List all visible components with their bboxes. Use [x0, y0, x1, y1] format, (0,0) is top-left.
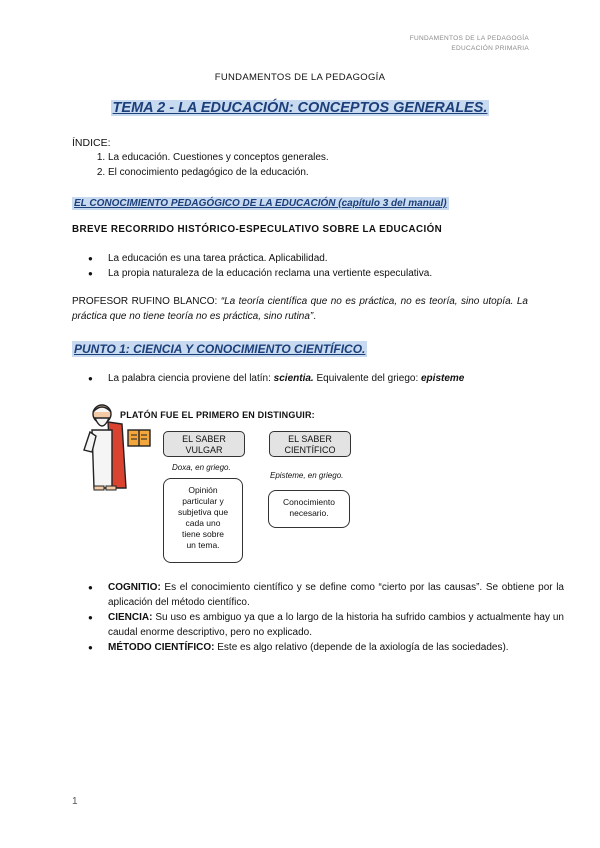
rufino-quote-paragraph — [72, 294, 528, 324]
tema-heading — [0, 99, 600, 117]
conocimiento-line: Conocimiento — [283, 497, 335, 507]
rufino-prefix: PROFESOR RUFINO BLANCO: — [72, 296, 221, 307]
definition-term: MÉTODO CIENTÍFICO: — [108, 642, 215, 653]
definition-text: Es el conocimiento científico y se define como “cierto por las causas”. Se obtiene por la aplicación del método científico. — [108, 582, 564, 608]
opinion-line: Opinión — [188, 485, 218, 495]
page-number: 1 — [72, 796, 78, 807]
document-title: FUNDAMENTOS DE LA PEDAGOGÍA — [214, 72, 386, 83]
definition-item — [108, 610, 564, 640]
list-item — [108, 371, 568, 386]
definition-item — [108, 640, 564, 655]
tema-title: TEMA 2 - LA EDUCACIÓN: CONCEPTOS GENERALES. — [112, 100, 488, 116]
opinion-line: cada uno — [185, 518, 221, 528]
punto-heading-text: PUNTO 1: CIENCIA Y CONOCIMIENTO CIENTÍFICO. — [74, 342, 366, 356]
diagram-title: PLATÓN FUE EL PRIMERO EN DISTINGUIR: — [120, 410, 315, 420]
opinion-box — [163, 478, 243, 563]
header-line-1: FUNDAMENTOS DE LA PEDAGOGÍA — [409, 35, 529, 42]
rufino-suffix: . — [313, 311, 317, 322]
ciencia-bold-scientia: scientia. — [273, 373, 314, 384]
box-line: VULGAR — [185, 445, 223, 455]
bullet-list-ciencia — [72, 371, 568, 386]
definition-item — [108, 580, 564, 610]
platon-diagram — [72, 398, 372, 573]
breve-heading: BREVE RECORRIDO HISTÓRICO-ESPECULATIVO SOBRE LA EDUCACIÓN — [72, 224, 443, 235]
definition-text: Su uso es ambiguo ya que a lo largo de la historia ha sufrido cambios y actualmente hay un caudal enorme descriptivo, pero no explicado. — [108, 612, 564, 638]
opinion-line: tiene sobre — [181, 529, 225, 539]
opinion-line: un tema. — [186, 540, 220, 550]
opinion-line: subjetiva que — [177, 507, 229, 517]
box-line: CIENTÍFICO — [284, 445, 336, 455]
bullet-list-education — [72, 251, 568, 281]
definition-text: Este es algo relativo (depende de la axiología de las sociedades). — [214, 642, 509, 653]
list-item: ● La propia naturaleza de la educación reclama una vertiente especulativa. — [108, 266, 568, 281]
ciencia-text-2: Equivalente del griego: — [313, 373, 421, 384]
punto-heading — [72, 340, 367, 358]
box-line: EL SABER — [182, 434, 226, 444]
header-line-2: EDUCACIÓN PRIMARIA — [451, 45, 529, 52]
saber-vulgar-box — [163, 431, 245, 457]
definitions-list — [72, 580, 564, 655]
section-heading — [72, 193, 449, 211]
caption-doxa: Doxa, en griego. — [172, 463, 231, 472]
definition-term: COGNITIO: — [108, 582, 161, 593]
section-heading-text: EL CONOCIMIENTO PEDAGÓGICO DE LA EDUCACIÓN (capítulo 3 del manual) — [74, 198, 447, 209]
indice-label: ÍNDICE: — [72, 137, 111, 149]
ciencia-bold-episteme: episteme — [421, 373, 465, 384]
ciencia-text-1: La palabra ciencia proviene del latín: — [108, 373, 274, 384]
definition-term: CIENCIA: — [108, 612, 153, 623]
box-line: EL SABER — [288, 434, 332, 444]
indice-item: 2. El conocimiento pedagógico de la educación. — [108, 165, 329, 180]
list-item: ● La educación es una tarea práctica. Aplicabilidad. — [108, 251, 568, 266]
rufino-quote: “La teoría científica que no es práctica, no es teoría, sino utopía. La práctica que no tiene teoría no es práctica, sino rutina” — [72, 296, 528, 322]
indice-list — [72, 150, 329, 180]
opinion-line: particular y — [182, 496, 224, 506]
running-header — [410, 34, 529, 54]
conocimiento-box — [268, 490, 350, 528]
saber-cientifico-box — [269, 431, 351, 457]
conocimiento-line: necesario. — [289, 508, 329, 518]
caption-episteme: Episteme, en griego. — [270, 471, 344, 480]
indice-item: 1. La educación. Cuestiones y conceptos generales. — [108, 150, 329, 165]
